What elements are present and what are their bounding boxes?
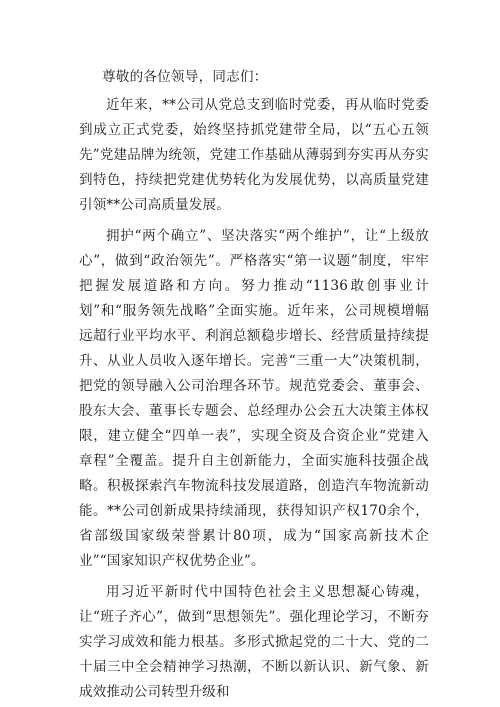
document-body — [79, 62, 429, 705]
paragraph-intro: 近年来，**公司从党总支到临时党委，再从临时党委到成立正式党委，始终坚持抓党建带全局，以“五心五领先”党建品牌为统领，党建工作基础从薄弱到夯实再从夯实到特色，持续把党建优势转化为发展优势，以高质量党建引领**公司高质量发展。 — [79, 97, 429, 213]
salutation: 尊敬的各位领导，同志们： — [102, 69, 268, 85]
paragraph-political-leadership: 拥护“两个确立”、坚决落实“两个维护”，让“上级放心”，做到“政治领先”。严格落实“第一议题”制度，牢牢把握发展道路和方向。努力推动“1136敢创事业计划”和“服务领先战略”全面实施。近年来，公司规模增幅远超行业平均水平、利润总额稳步增长、经营质量持续提升、从业人员收入逐年增长。完善“三重一大”决策机制，把党的领导融入公司治理各环节。规范党委会、董事会、股东大会、董事长专题会、总经理办公会五大决策主体权限，建立健全“四单一表”，实现全资及合资企业“党建入章程”全覆盖。提升自主创新能力，全面实施科技强企战略。积极探索汽车物流科技发展道路，创造汽车物流新动能。**公司创新成果持续涌现，获得知识产权170余个，省部级国家级荣誉累计80项，成为“国家高新技术企业”“国家知识产权优势企业”。 — [79, 228, 429, 569]
paragraph-ideological-leadership: 用习近平新时代中国特色社会主义思想凝心铸魂，让“班子齐心”，做到“思想领先”。强化理论学习，不断夯实学习成效和能力根基。多形式掀起党的二十大、党的二十届三中全会精神学习热潮，不断以新认识、新气象、新成效推动公司转型升级和 — [79, 584, 429, 700]
